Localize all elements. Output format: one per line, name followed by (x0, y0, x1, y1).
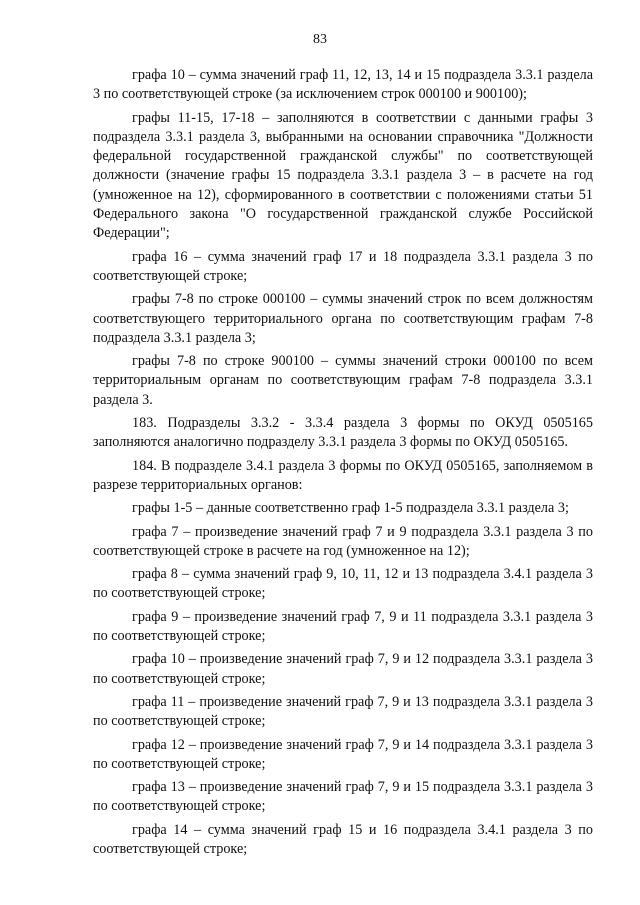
paragraph-grafy-7-8-900100: графы 7-8 по строке 900100 – суммы значений строки 000100 по всем территориальным органам по соответствующим графам 7-8 подраздела 3.3.1 раздела 3. (93, 353, 593, 408)
paragraph-grafa-9: графа 9 – произведение значений граф 7, 9 и 11 подраздела 3.3.1 раздела 3 по соответствующей строке; (93, 608, 593, 645)
document-body (93, 66, 593, 863)
paragraph-grafy-7-8-000100: графы 7-8 по строке 000100 – суммы значений строк по всем должностям соответствующего территориального органа по соответствующим графам 7-8 подраздела 3.3.1 раздела 3; (93, 291, 593, 346)
paragraph-grafa-10: графа 10 – сумма значений граф 11, 12, 13, 14 и 15 подраздела 3.3.1 раздела 3 по соответствующей строке (за исключением строк 000100 и 900100); (93, 67, 593, 103)
paragraph-grafa-8: графа 8 – сумма значений граф 9, 10, 11, 12 и 13 подраздела 3.4.1 раздела 3 по соответствующей строке; (93, 566, 593, 602)
paragraph-grafa-12: графа 12 – произведение значений граф 7, 9 и 14 подраздела 3.3.1 раздела 3 по соответствующей строке; (93, 736, 593, 772)
paragraph-grafy-1-5: графы 1-5 – данные соответственно граф 1-5 подраздела 3.3.1 раздела 3; (132, 500, 569, 517)
paragraph-grafa-10-product: графа 10 – произведение значений граф 7, 9 и 12 подраздела 3.3.1 раздела 3 по соответствующей строке; (93, 651, 593, 687)
page-number: 83 (313, 32, 327, 47)
paragraph-grafa-7: графа 7 – произведение значений граф 7 и 9 подраздела 3.3.1 раздела 3 по соответствующей строке в расчете на год (умноженное на 12); (93, 523, 593, 559)
paragraph-grafy-11-15-17-18: графы 11-15, 17-18 – заполняются в соответствии с данными графы 3 подраздела 3.3.1 раздела 3, выбранными на основании справочника "Должности федеральной государственной гражданской службы" по соответствующей должности (значение графы 15 подраздела 3.3.1 раздела 3 – в расчете на год (умноженное на 12), сформированного в соответствии с положениями статьи 51 Федерального закона "О государственной гражданской службе Российской Федерации"; (93, 109, 593, 242)
paragraph-grafa-14: графа 14 – сумма значений граф 15 и 16 подраздела 3.4.1 раздела 3 по соответствующей строке; (93, 821, 593, 857)
paragraph-item-183: 183. Подразделы 3.3.2 - 3.3.4 раздела 3 формы по ОКУД 0505165 заполняются аналогично подразделу 3.3.1 раздела 3 формы по ОКУД 0505165. (93, 415, 593, 451)
paragraph-grafa-16: графа 16 – сумма значений граф 17 и 18 подраздела 3.3.1 раздела 3 по соответствующей строке; (93, 248, 593, 284)
paragraph-grafa-13: графа 13 – произведение значений граф 7, 9 и 15 подраздела 3.3.1 раздела 3 по соответствующей строке; (93, 779, 593, 815)
paragraph-grafa-11: графа 11 – произведение значений граф 7, 9 и 13 подраздела 3.3.1 раздела 3 по соответствующей строке; (93, 693, 593, 730)
paragraph-item-184: 184. В подразделе 3.4.1 раздела 3 формы по ОКУД 0505165, заполняемом в разрезе территориальных органов: (93, 457, 593, 493)
